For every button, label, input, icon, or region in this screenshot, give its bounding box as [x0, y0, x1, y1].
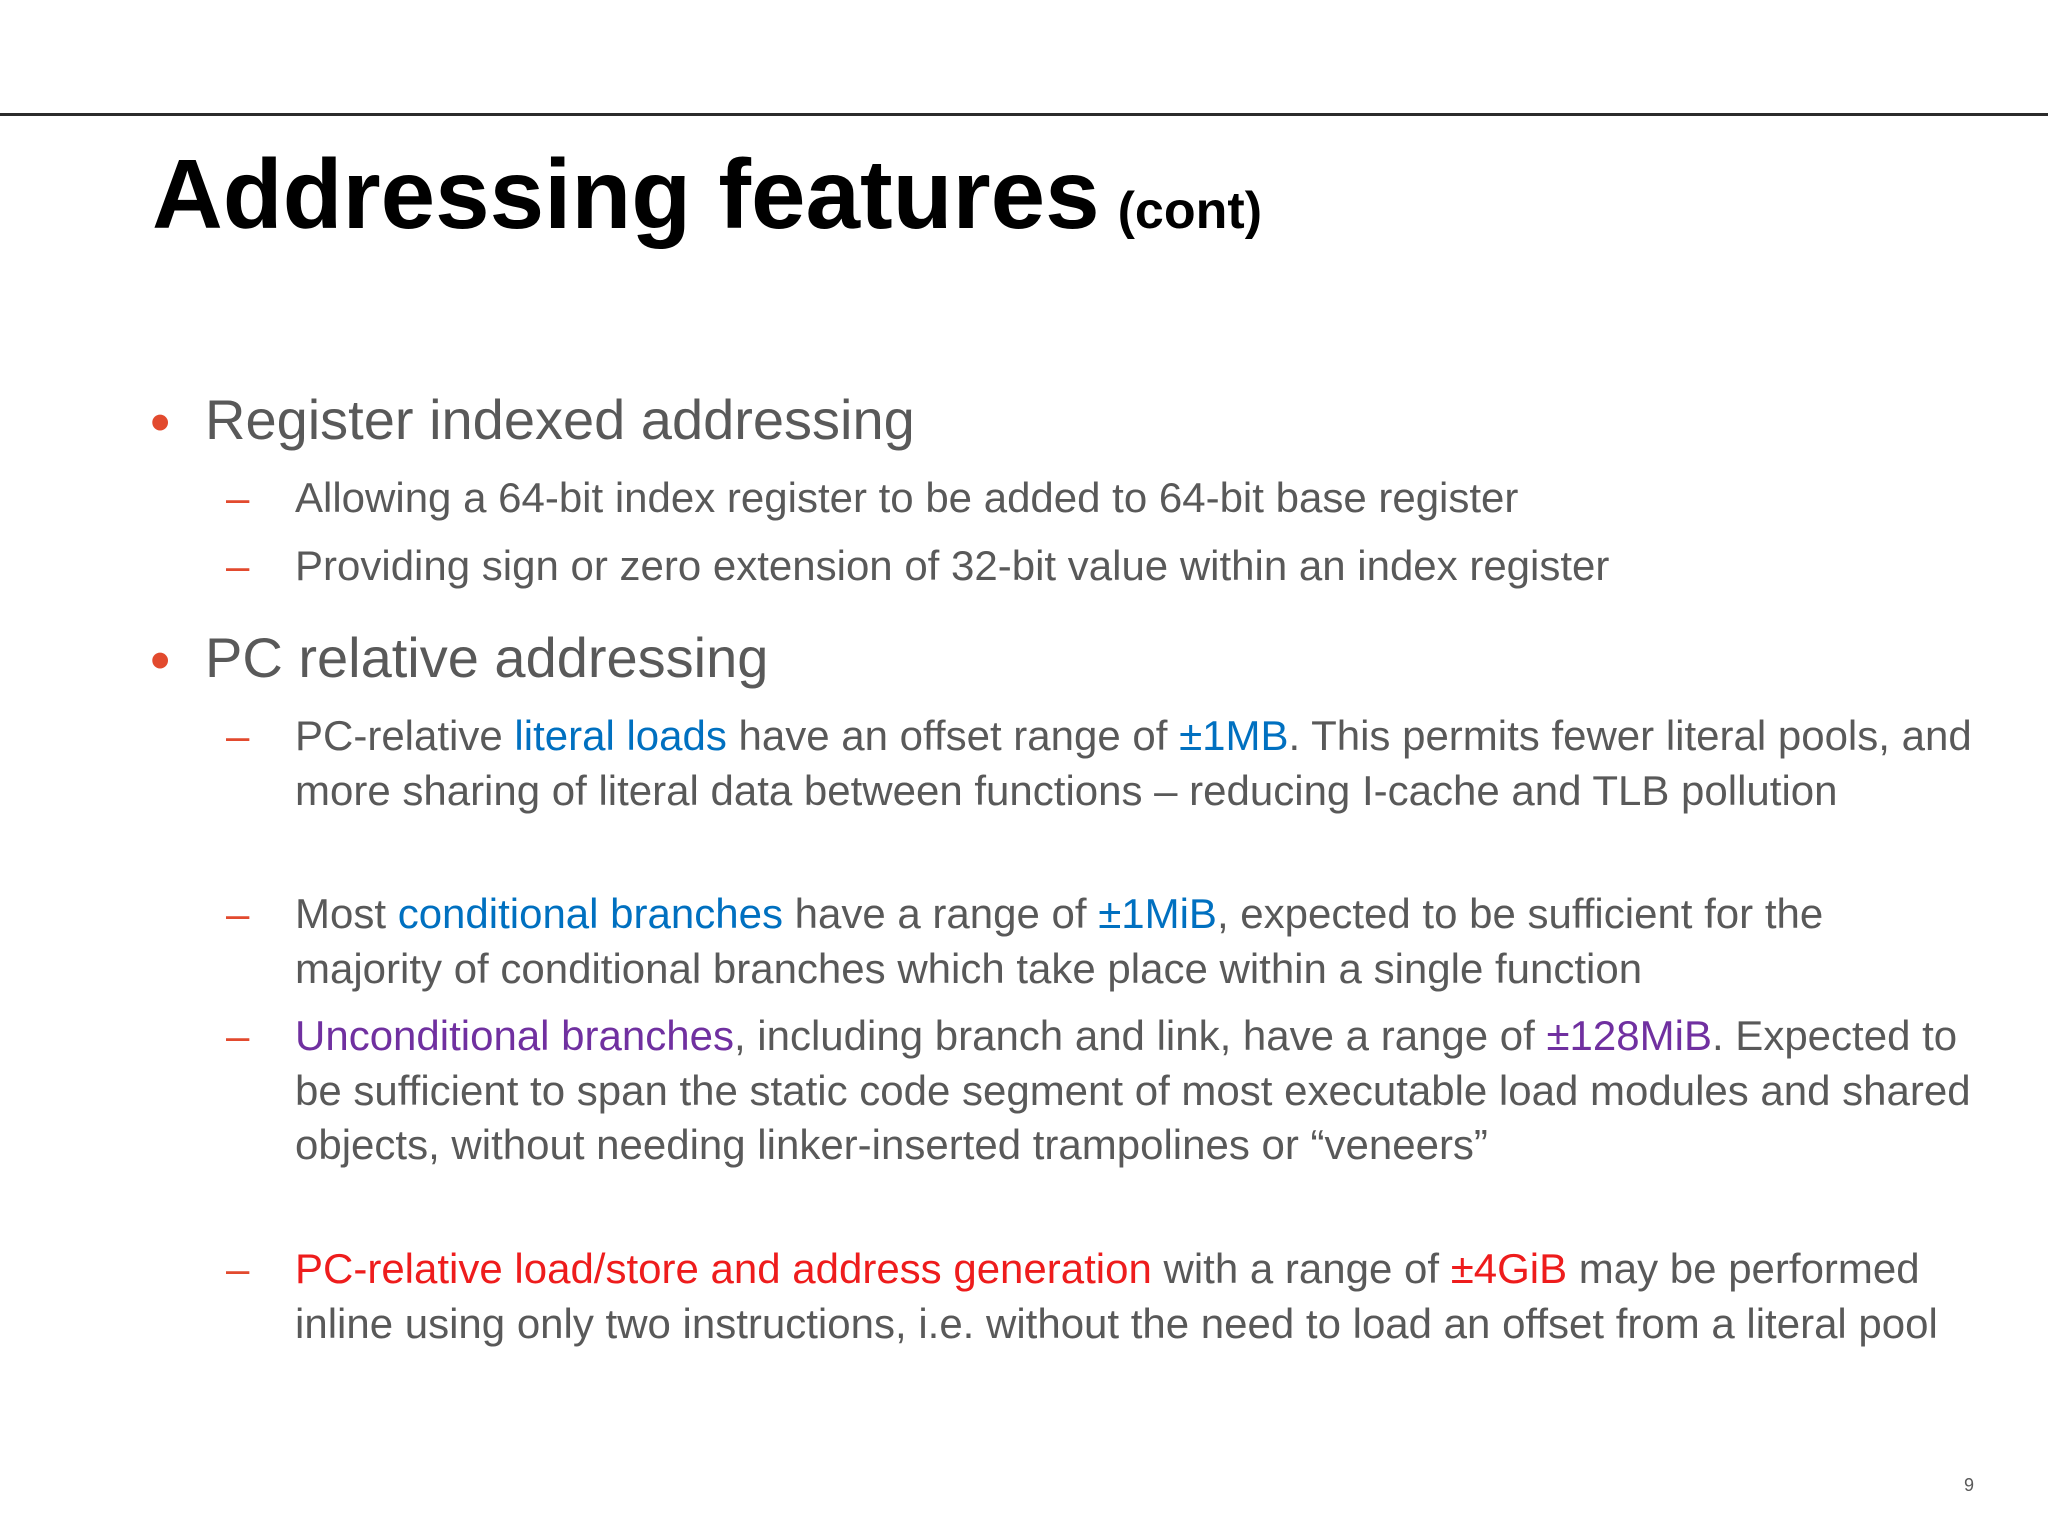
slide-title-text: Addressing features [152, 139, 1100, 249]
text-run: PC-relative [295, 712, 515, 759]
highlight-term: literal loads [514, 712, 727, 759]
highlight-term: conditional branches [397, 890, 783, 937]
dash-icon: – [226, 712, 250, 759]
slide-title-suffix: (cont) [1117, 182, 1263, 240]
bullet-icon: • [150, 390, 171, 455]
dash-icon: – [226, 1012, 250, 1059]
highlight-range: ±1MB [1179, 712, 1289, 759]
sub-bullet-text [295, 709, 1975, 818]
text-run: . Expected to be sufficient to span the static code segment of most executable load modules and shared objects, without needing linker-inserted trampolines or “veneers” [295, 1012, 1971, 1168]
highlight-range: ±1MiB [1098, 890, 1217, 937]
text-run: . This permits fewer literal pools, and more sharing of literal data between functions – reducing I-cache and TLB pollution [295, 712, 1972, 814]
sub-bullet-text [295, 1242, 1975, 1351]
text-run: may be performed inline using only two instructions, i.e. without the need to load an offset from a literal pool [295, 1245, 1938, 1347]
text-run: , expected to be sufficient for the majority of conditional branches which take place within a single function [295, 890, 1824, 992]
text-run: , including branch and link, have a range of [733, 1012, 1547, 1059]
dash-icon: – [226, 1245, 250, 1292]
sub-bullet-text: Allowing a 64-bit index register to be added to 64-bit base register [295, 474, 1519, 521]
dash-icon: – [226, 890, 250, 937]
sub-bullet-text [295, 1009, 1975, 1173]
highlight-term: PC-relative load/store and address generation [295, 1245, 1152, 1292]
header-rule [0, 113, 2048, 116]
bullet-heading: Register indexed addressing [205, 388, 915, 451]
dash-icon: – [226, 474, 250, 521]
highlight-range: ±4GiB [1450, 1245, 1568, 1292]
text-run: have a range of [782, 890, 1099, 937]
text-run: Most [295, 890, 398, 937]
slide-title [152, 138, 1262, 251]
text-run: with a range of [1151, 1245, 1451, 1292]
bullet-heading: PC relative addressing [205, 626, 769, 689]
text-run: have an offset range of [726, 712, 1180, 759]
bullet-icon: • [150, 628, 171, 693]
dash-icon: – [226, 542, 250, 589]
highlight-term: Unconditional branches [295, 1012, 734, 1059]
page-number: 9 [1963, 1475, 1974, 1495]
highlight-range: ±128MiB [1546, 1012, 1712, 1059]
sub-bullet-text: Providing sign or zero extension of 32-bit value within an index register [295, 542, 1610, 589]
sub-bullet-text [295, 887, 1975, 996]
